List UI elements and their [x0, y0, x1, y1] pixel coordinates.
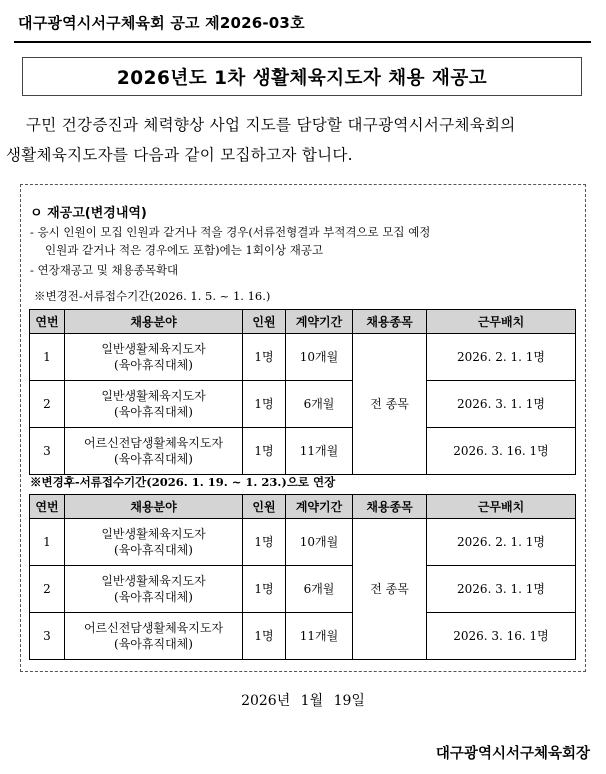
cell-period: 6개월 [286, 566, 353, 613]
cell-field [65, 334, 243, 381]
cell-count: 1명 [243, 428, 286, 475]
field-note: (육아휴직대체) [114, 543, 193, 557]
issuing-organization: 대구광역시서구체육회장 [435, 746, 590, 762]
header-count: 인원 [243, 495, 286, 519]
table-row [30, 519, 576, 566]
cell-assign: 2026. 3. 1. 1명 [427, 381, 576, 428]
bullet-reannounce-line-2: 인원과 같거나 적은 경우에도 포함)에는 1회이상 재공고 [45, 243, 324, 257]
header-divider [14, 41, 591, 43]
header-period: 계약기간 [286, 310, 353, 334]
document-title: 2026년도 1차 생활체육지도자 채용 재공고 [22, 57, 582, 96]
table-header-row [30, 495, 576, 519]
cell-assign: 2026. 2. 1. 1명 [427, 334, 576, 381]
header-assign: 근무배치 [427, 495, 576, 519]
cell-field [65, 428, 243, 475]
cell-count: 1명 [243, 613, 286, 660]
cell-no: 3 [30, 613, 65, 660]
field-note: (육아휴직대체) [114, 637, 193, 651]
cell-count: 1명 [243, 566, 286, 613]
header-assign: 근무배치 [427, 310, 576, 334]
intro-line-1: 구민 건강증진과 체력향상 사업 지도를 담당할 대구광역시서구체육회의 [26, 116, 516, 134]
period-after-change: ※변경후-서류접수기간(2026. 1. 19. ~ 1. 23.)으로 연장 [30, 475, 336, 489]
cell-assign: 2026. 3. 16. 1명 [427, 613, 576, 660]
header-sport: 채용종목 [353, 495, 427, 519]
cell-sport: 전 종목 [353, 519, 427, 660]
table-row [30, 428, 576, 475]
field-name: 일반생활체육지도자 [101, 342, 206, 356]
cell-no: 1 [30, 334, 65, 381]
cell-sport: 전 종목 [353, 334, 427, 475]
field-note: (육아휴직대체) [114, 405, 193, 419]
header-sport: 채용종목 [353, 310, 427, 334]
field-name: 어르신전담생활체육지도자 [83, 436, 224, 450]
cell-count: 1명 [243, 519, 286, 566]
intro-line-2: 생활체육지도자를 다음과 같이 모집하고자 합니다. [6, 146, 353, 164]
recruitment-table-before [29, 309, 576, 475]
cell-field [65, 613, 243, 660]
cell-period: 11개월 [286, 428, 353, 475]
cell-period: 10개월 [286, 334, 353, 381]
cell-field [65, 519, 243, 566]
period-before-change: ※변경전-서류접수기간(2026. 1. 5. ~ 1. 16.) [34, 289, 271, 303]
cell-field [65, 566, 243, 613]
cell-period: 11개월 [286, 613, 353, 660]
notice-number: 대구광역시서구체육회 공고 제2026-03호 [18, 14, 305, 32]
cell-assign: 2026. 3. 1. 1명 [427, 566, 576, 613]
cell-period: 6개월 [286, 381, 353, 428]
table-row [30, 613, 576, 660]
cell-field [65, 381, 243, 428]
header-no: 연번 [30, 495, 65, 519]
cell-assign: 2026. 3. 16. 1명 [427, 428, 576, 475]
header-field: 채용분야 [65, 310, 243, 334]
intro-paragraph [6, 110, 600, 170]
header-count: 인원 [243, 310, 286, 334]
field-name: 일반생활체육지도자 [101, 527, 206, 541]
header-period: 계약기간 [286, 495, 353, 519]
field-note: (육아휴직대체) [114, 358, 193, 372]
recruitment-table-after [29, 494, 576, 660]
field-name: 어르신전담생활체육지도자 [83, 621, 224, 635]
cell-no: 3 [30, 428, 65, 475]
field-note: (육아휴직대체) [114, 590, 193, 604]
table-row [30, 381, 576, 428]
cell-no: 1 [30, 519, 65, 566]
bullet-reannounce [30, 223, 578, 259]
table-row [30, 566, 576, 613]
table-row [30, 334, 576, 381]
notice-date: 2026년 1월 19일 [241, 693, 365, 709]
bullet-extension: - 연장재공고 및 채용종목확대 [30, 263, 179, 277]
cell-period: 10개월 [286, 519, 353, 566]
cell-count: 1명 [243, 334, 286, 381]
table-header-row [30, 310, 576, 334]
cell-count: 1명 [243, 381, 286, 428]
cell-no: 2 [30, 381, 65, 428]
field-note: (육아휴직대체) [114, 452, 193, 466]
cell-no: 2 [30, 566, 65, 613]
header-no: 연번 [30, 310, 65, 334]
header-field: 채용분야 [65, 495, 243, 519]
bullet-reannounce-line-1: - 응시 인원이 모집 인원과 같거나 적을 경우(서류전형결과 부적격으로 모집 예정 [30, 225, 431, 239]
field-name: 일반생활체육지도자 [101, 389, 206, 403]
field-name: 일반생활체육지도자 [101, 574, 206, 588]
cell-assign: 2026. 2. 1. 1명 [427, 519, 576, 566]
section-title: ㅇ 재공고(변경내역) [30, 206, 147, 221]
